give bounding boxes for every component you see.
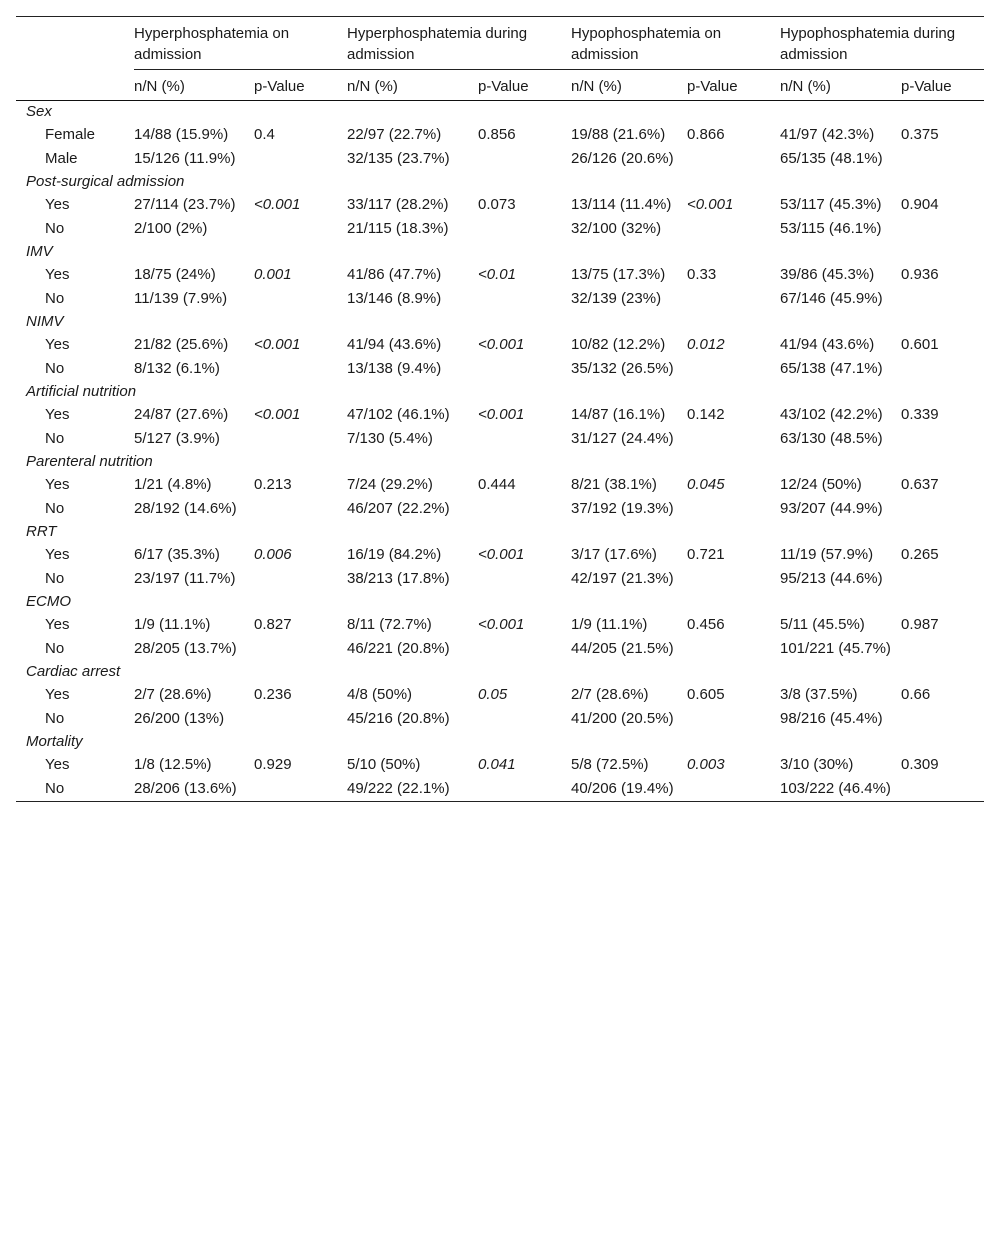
p-value-cell (478, 288, 571, 309)
category-label: Post-surgical admission (26, 173, 185, 190)
count-cell: 67/146 (45.9%) (780, 290, 883, 307)
p-value-cell (478, 568, 571, 589)
category-label: Mortality (26, 733, 83, 750)
count-cell: 93/207 (44.9%) (780, 500, 883, 517)
count-cell: 26/126 (20.6%) (571, 150, 674, 167)
table-row (16, 427, 984, 451)
count-cell: 27/114 (23.7%) (134, 196, 236, 213)
count-cell: 28/192 (14.6%) (134, 500, 237, 517)
p-value-cell: <0.001 (478, 546, 525, 563)
p-value-cell (687, 568, 780, 589)
p-value-cell: <0.001 (478, 616, 525, 633)
count-cell: 5/11 (45.5%) (780, 616, 865, 633)
table-row (16, 567, 984, 591)
header-corner (16, 17, 134, 69)
count-cell: 16/19 (84.2%) (347, 546, 442, 563)
table-row (16, 263, 984, 287)
row-label: No (45, 430, 65, 447)
category-label: Parenteral nutrition (26, 453, 153, 470)
count-cell: 2/7 (28.6%) (571, 686, 649, 703)
count-cell: 65/138 (47.1%) (780, 360, 883, 377)
p-value-cell (254, 568, 347, 589)
p-value-cell (254, 778, 347, 799)
p-value-cell (254, 428, 347, 449)
count-cell: 8/21 (38.1%) (571, 476, 657, 493)
count-cell: 13/138 (9.4%) (347, 360, 442, 377)
p-value-cell (478, 638, 571, 659)
p-value-cell: 0.003 (687, 756, 725, 773)
header-group: Hypophosphatemia during admission (780, 17, 984, 69)
count-cell: 11/19 (57.9%) (780, 546, 874, 563)
count-cell: 41/94 (43.6%) (347, 336, 442, 353)
count-cell: 101/221 (45.7%) (780, 640, 891, 657)
p-value-cell: 0.001 (254, 266, 292, 283)
row-label: No (45, 360, 65, 377)
count-cell: 35/132 (26.5%) (571, 360, 674, 377)
p-value-cell: 0.987 (901, 616, 939, 633)
table-row (16, 707, 984, 731)
row-label: Yes (45, 686, 70, 703)
p-value-cell (687, 708, 780, 729)
p-value-cell (254, 708, 347, 729)
header-sub: n/N (%) (134, 78, 185, 95)
p-value-cell (478, 778, 571, 799)
p-value-cell: 0.936 (901, 266, 939, 283)
header-blank (16, 69, 134, 100)
p-value-cell (478, 498, 571, 519)
count-cell: 32/135 (23.7%) (347, 150, 450, 167)
p-value-cell (901, 358, 984, 379)
count-cell: 33/117 (28.2%) (347, 196, 449, 213)
category-label: ECMO (26, 593, 71, 610)
count-cell: 42/197 (21.3%) (571, 570, 674, 587)
count-cell: 5/127 (3.9%) (134, 430, 220, 447)
header-sub: n/N (%) (780, 78, 831, 95)
table-row (16, 777, 984, 801)
count-cell: 19/88 (21.6%) (571, 126, 666, 143)
header-sub: p-Value (254, 78, 305, 95)
table-row (16, 613, 984, 637)
p-value-cell: 0.66 (901, 686, 931, 703)
p-value-cell: <0.001 (254, 196, 301, 213)
count-cell: 6/17 (35.3%) (134, 546, 220, 563)
table-row (16, 193, 984, 217)
p-value-cell: <0.001 (478, 336, 525, 353)
count-cell: 10/82 (12.2%) (571, 336, 666, 353)
count-cell: 24/87 (27.6%) (134, 406, 229, 423)
count-cell: 41/94 (43.6%) (780, 336, 875, 353)
p-value-cell: 0.236 (254, 686, 292, 703)
count-cell: 3/10 (30%) (780, 756, 854, 773)
count-cell: 13/114 (11.4%) (571, 196, 672, 213)
category-label: Artificial nutrition (26, 383, 137, 400)
count-cell: 13/75 (17.3%) (571, 266, 666, 283)
count-cell: 31/127 (24.4%) (571, 430, 674, 447)
p-value-cell: 0.605 (687, 686, 725, 703)
header-sub: n/N (%) (347, 78, 398, 95)
row-label: No (45, 570, 65, 587)
count-cell: 45/216 (20.8%) (347, 710, 450, 727)
header-row-groups (16, 17, 984, 69)
p-value-cell (478, 708, 571, 729)
p-value-cell: 0.309 (901, 756, 939, 773)
table-row (16, 287, 984, 311)
count-cell: 7/130 (5.4%) (347, 430, 433, 447)
p-value-cell (901, 498, 984, 519)
p-value-cell (254, 218, 347, 239)
p-value-cell (901, 638, 984, 659)
count-cell: 3/8 (37.5%) (780, 686, 858, 703)
p-value-cell: 0.904 (901, 196, 939, 213)
count-cell: 28/206 (13.6%) (134, 780, 237, 797)
row-label: Yes (45, 616, 70, 633)
count-cell: 26/200 (13%) (134, 710, 225, 727)
p-value-cell: 0.721 (687, 546, 725, 563)
count-cell: 41/200 (20.5%) (571, 710, 674, 727)
row-label: Yes (45, 476, 70, 493)
count-cell: 21/82 (25.6%) (134, 336, 229, 353)
row-label: No (45, 290, 65, 307)
count-cell: 5/8 (72.5%) (571, 756, 649, 773)
category-label: Cardiac arrest (26, 663, 121, 680)
p-value-cell (478, 218, 571, 239)
row-label: No (45, 780, 65, 797)
count-cell: 2/100 (2%) (134, 220, 208, 237)
count-cell: 32/100 (32%) (571, 220, 662, 237)
p-value-cell: 0.601 (901, 336, 939, 353)
count-cell: 39/86 (45.3%) (780, 266, 875, 283)
p-value-cell: <0.01 (478, 266, 516, 283)
p-value-cell (687, 218, 780, 239)
count-cell: 44/205 (21.5%) (571, 640, 674, 657)
count-cell: 1/9 (11.1%) (571, 616, 648, 633)
p-value-cell (687, 148, 780, 169)
count-cell: 15/126 (11.9%) (134, 150, 236, 167)
p-value-cell (687, 288, 780, 309)
row-label: Yes (45, 756, 70, 773)
p-value-cell (254, 498, 347, 519)
p-value-cell: 0.929 (254, 756, 292, 773)
p-value-cell: 0.33 (687, 266, 717, 283)
count-cell: 63/130 (48.5%) (780, 430, 883, 447)
p-value-cell (254, 148, 347, 169)
count-cell: 8/132 (6.1%) (134, 360, 220, 377)
count-cell: 53/117 (45.3%) (780, 196, 882, 213)
table-row (16, 683, 984, 707)
p-value-cell: 0.073 (478, 196, 516, 213)
count-cell: 18/75 (24%) (134, 266, 216, 283)
count-cell: 38/213 (17.8%) (347, 570, 450, 587)
count-cell: 49/222 (22.1%) (347, 780, 450, 797)
p-value-cell: 0.045 (687, 476, 725, 493)
count-cell: 1/9 (11.1%) (134, 616, 211, 633)
p-value-cell (901, 148, 984, 169)
count-cell: 8/11 (72.7%) (347, 616, 432, 633)
count-cell: 21/115 (18.3%) (347, 220, 449, 237)
p-value-cell (478, 428, 571, 449)
count-cell: 65/135 (48.1%) (780, 150, 883, 167)
count-cell: 98/216 (45.4%) (780, 710, 883, 727)
p-value-cell: 0.375 (901, 126, 939, 143)
p-value-cell: <0.001 (687, 196, 734, 213)
p-value-cell: 0.444 (478, 476, 516, 493)
p-value-cell: <0.001 (254, 336, 301, 353)
count-cell: 41/97 (42.3%) (780, 126, 875, 143)
table-row (16, 147, 984, 171)
row-label: Yes (45, 266, 70, 283)
p-value-cell: 0.637 (901, 476, 939, 493)
p-value-cell (901, 288, 984, 309)
row-label: Yes (45, 406, 70, 423)
count-cell: 7/24 (29.2%) (347, 476, 433, 493)
p-value-cell: 0.856 (478, 126, 516, 143)
row-label: No (45, 220, 65, 237)
table-row (16, 217, 984, 241)
p-value-cell (478, 148, 571, 169)
count-cell: 103/222 (46.4%) (780, 780, 891, 797)
row-label: No (45, 710, 65, 727)
count-cell: 46/207 (22.2%) (347, 500, 450, 517)
header-group: Hypophosphatemia on admission (571, 17, 780, 69)
count-cell: 14/87 (16.1%) (571, 406, 666, 423)
count-cell: 37/192 (19.3%) (571, 500, 674, 517)
p-value-cell: 0.05 (478, 686, 508, 703)
p-value-cell: 0.4 (254, 126, 275, 143)
header-row-sub (16, 69, 984, 100)
count-cell: 47/102 (46.1%) (347, 406, 450, 423)
count-cell: 14/88 (15.9%) (134, 126, 229, 143)
count-cell: 46/221 (20.8%) (347, 640, 450, 657)
header-sub: n/N (%) (571, 78, 622, 95)
p-value-cell: 0.142 (687, 406, 725, 423)
p-value-cell: 0.213 (254, 476, 292, 493)
p-value-cell (687, 638, 780, 659)
header-sub: p-Value (478, 78, 529, 95)
p-value-cell (901, 778, 984, 799)
count-cell: 43/102 (42.2%) (780, 406, 883, 423)
count-cell: 32/139 (23%) (571, 290, 662, 307)
count-cell: 1/8 (12.5%) (134, 756, 212, 773)
row-label: No (45, 640, 65, 657)
table-row (16, 753, 984, 777)
header-group: Hyperphosphatemia on admission (134, 17, 347, 69)
p-value-cell (687, 428, 780, 449)
p-value-cell (901, 428, 984, 449)
p-value-cell (687, 358, 780, 379)
p-value-cell: 0.041 (478, 756, 516, 773)
count-cell: 22/97 (22.7%) (347, 126, 442, 143)
count-cell: 13/146 (8.9%) (347, 290, 442, 307)
category-label: NIMV (26, 313, 64, 330)
table-row (16, 543, 984, 567)
p-value-cell (901, 218, 984, 239)
row-label: Yes (45, 546, 70, 563)
count-cell: 5/10 (50%) (347, 756, 421, 773)
data-table (16, 16, 984, 802)
p-value-cell: 0.265 (901, 546, 939, 563)
p-value-cell: 0.012 (687, 336, 725, 353)
table-row (16, 357, 984, 381)
p-value-cell: 0.006 (254, 546, 292, 563)
count-cell: 53/115 (46.1%) (780, 220, 882, 237)
table-row (16, 637, 984, 661)
table-row (16, 123, 984, 147)
p-value-cell: <0.001 (478, 406, 525, 423)
table-row (16, 403, 984, 427)
category-label: RRT (26, 523, 57, 540)
p-value-cell (254, 358, 347, 379)
p-value-cell (254, 638, 347, 659)
count-cell: 95/213 (44.6%) (780, 570, 883, 587)
row-label: Yes (45, 336, 70, 353)
count-cell: 41/86 (47.7%) (347, 266, 442, 283)
p-value-cell (687, 778, 780, 799)
header-sub: p-Value (901, 78, 952, 95)
count-cell: 1/21 (4.8%) (134, 476, 212, 493)
category-label: Sex (26, 103, 52, 120)
p-value-cell: 0.827 (254, 616, 292, 633)
p-value-cell: 0.866 (687, 126, 725, 143)
p-value-cell: 0.339 (901, 406, 939, 423)
p-value-cell (687, 498, 780, 519)
count-cell: 28/205 (13.7%) (134, 640, 237, 657)
count-cell: 11/139 (7.9%) (134, 290, 228, 307)
table-body (16, 101, 984, 801)
count-cell: 3/17 (17.6%) (571, 546, 657, 563)
row-label: Female (45, 126, 96, 143)
row-label: Yes (45, 196, 70, 213)
p-value-cell (901, 708, 984, 729)
p-value-cell: 0.456 (687, 616, 725, 633)
count-cell: 2/7 (28.6%) (134, 686, 212, 703)
p-value-cell (254, 288, 347, 309)
count-cell: 40/206 (19.4%) (571, 780, 674, 797)
bottom-rule (16, 801, 984, 802)
count-cell: 4/8 (50%) (347, 686, 413, 703)
row-label: No (45, 500, 65, 517)
header-group: Hyperphosphatemia during admission (347, 17, 571, 69)
category-label: IMV (26, 243, 53, 260)
p-value-cell (901, 568, 984, 589)
count-cell: 23/197 (11.7%) (134, 570, 236, 587)
table-row (16, 497, 984, 521)
table-row (16, 473, 984, 497)
header-sub: p-Value (687, 78, 738, 95)
row-label: Male (45, 150, 78, 167)
table-row (16, 333, 984, 357)
p-value-cell (478, 358, 571, 379)
count-cell: 12/24 (50%) (780, 476, 862, 493)
p-value-cell: <0.001 (254, 406, 301, 423)
